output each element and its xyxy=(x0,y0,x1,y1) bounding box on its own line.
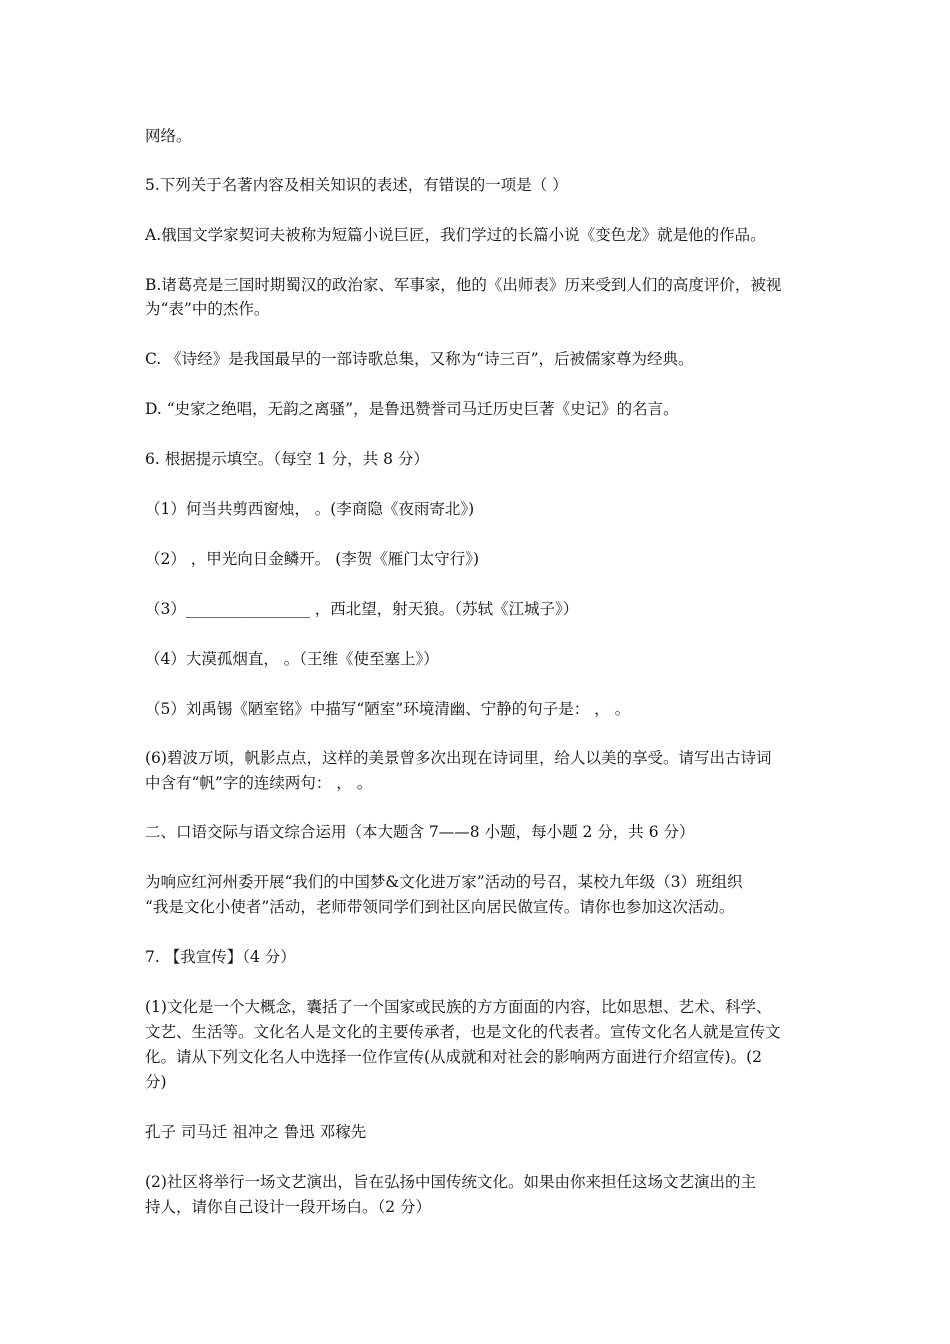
option-b: B.诸葛亮是三国时期蜀汉的政治家、军事家，他的《出师表》历来受到人们的高度评价，被视 xyxy=(145,276,782,294)
fill-blank-4: （4）大漠孤烟直， 。（王维《使至塞上》） xyxy=(145,650,439,668)
fill-blank-1: （1）何当共剪西窗烛， 。(李商隐《夜雨寄北》) xyxy=(145,500,475,518)
question-7-part-1-line-2: 文艺、生活等。文化名人是文化的主要传承者，也是文化的代表者。宣传文化名人就是宣传文 xyxy=(145,1023,781,1041)
activity-intro: 为响应红河州委开展“我们的中国梦&文化进万家”活动的号召，某校九年级（3）班组织 xyxy=(145,873,743,891)
question-7-part-1: (1)文化是一个大概念，囊括了一个国家或民族的方方面面的内容，比如思想、艺术、科学、 xyxy=(145,998,772,1016)
option-c: C. 《诗经》是我国最早的一部诗歌总集，又称为“诗三百”，后被儒家尊为经典。 xyxy=(145,350,694,368)
paragraph-line: 网络。 xyxy=(145,127,192,145)
option-b-continued: 为“表”中的杰作。 xyxy=(145,300,270,318)
fill-blank-2: （2） ，甲光向日金鳞开。 (李贺《雁门太守行》) xyxy=(145,550,480,568)
question-7-part-1-line-3: 化。请从下列文化名人中选择一位作宣传(从成就和对社会的影响两方面进行介绍宣传)。(2 xyxy=(145,1048,763,1066)
section-two-heading: 二、口语交际与语文综合运用（本大题含 7——8 小题，每小题 2 分，共 6 分） xyxy=(145,823,695,841)
question-7-part-1-line-4: 分) xyxy=(145,1073,167,1091)
option-a: A.俄国文学家契诃夫被称为短篇小说巨匠，我们学过的长篇小说《变色龙》就是他的作品。 xyxy=(145,226,766,244)
question-7-part-2-continued: 持人，请你自己设计一段开场白。（2 分） xyxy=(145,1198,432,1216)
option-d: D. “史家之绝唱，无韵之离骚”，是鲁迅赞誉司马迁历史巨著《史记》的名言。 xyxy=(145,400,679,418)
question-7-heading: 7. 【我宣传】（4 分） xyxy=(145,948,296,966)
question-7-part-2: (2)社区将举行一场文艺演出，旨在弘扬中国传统文化。如果由你来担任这场文艺演出的主 xyxy=(145,1173,756,1191)
fill-blank-6: (6)碧波万顷，帆影点点，这样的美景曾多次出现在诗词里，给人以美的享受。请写出古诗词 xyxy=(145,749,772,767)
question-6-stem: 6. 根据提示填空。（每空 1 分，共 8 分） xyxy=(145,450,429,468)
fill-blank-3: （3）________________ ，西北望，射天狼。（苏轼《江城子》） xyxy=(145,600,579,618)
cultural-figures-list: 孔子 司马迁 祖冲之 鲁迅 邓稼先 xyxy=(145,1123,367,1141)
question-5-stem: 5.下列关于名著内容及相关知识的表述，有错误的一项是（ ） xyxy=(145,176,568,194)
activity-intro-continued: “我是文化小使者”活动，老师带领同学们到社区向居民做宣传。请你也参加这次活动。 xyxy=(145,898,735,916)
fill-blank-5: （5）刘禹锡《陋室铭》中描写“陋室”环境清幽、宁静的句子是： ， 。 xyxy=(145,700,631,718)
fill-blank-6-continued: 中含有“帆”字的连续两句： ， 。 xyxy=(145,774,373,792)
